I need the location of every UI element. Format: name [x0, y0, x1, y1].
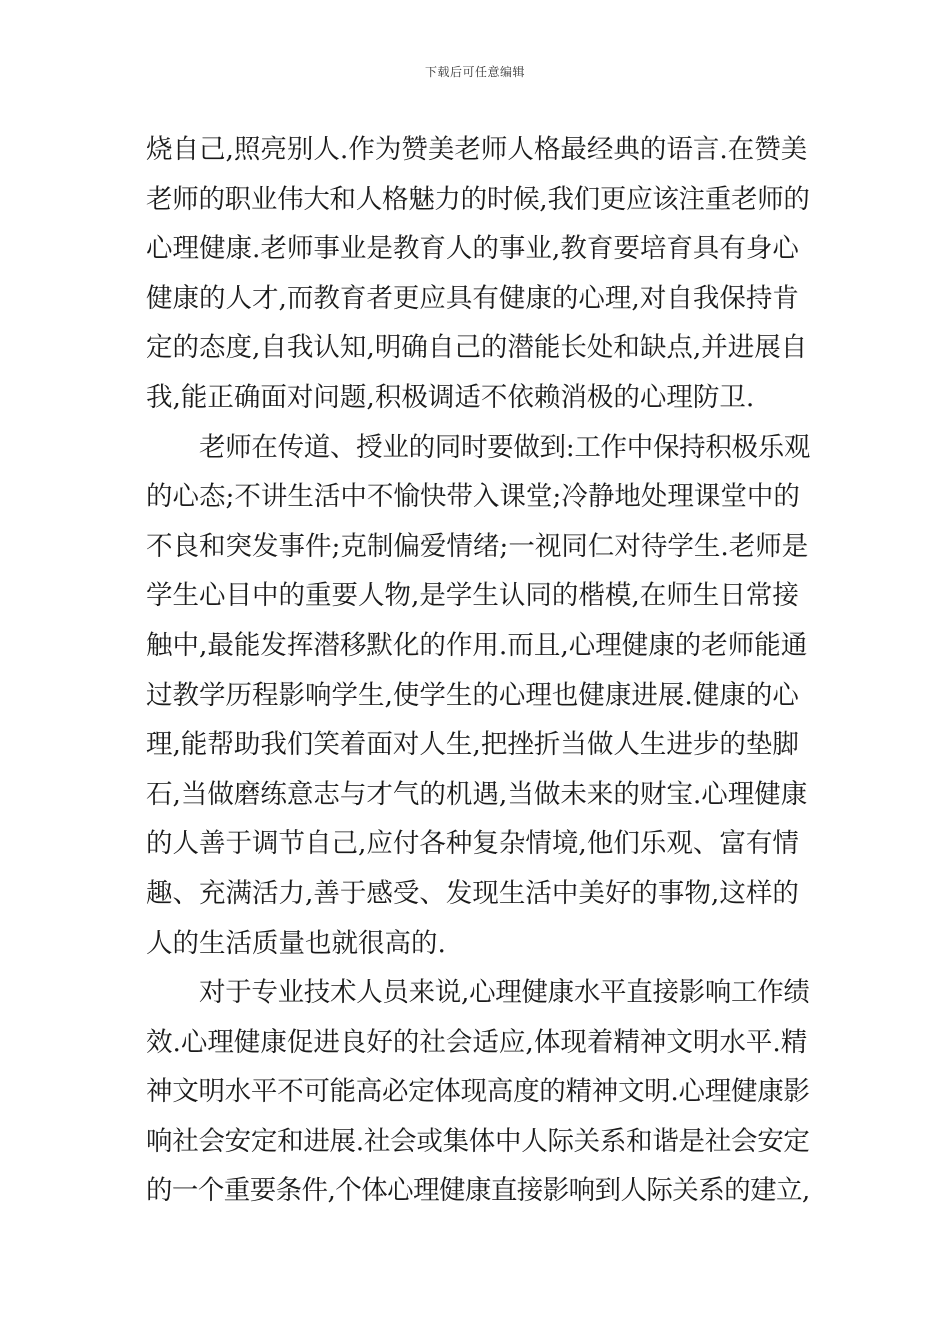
text-line: 不良和突发事件;克制偏爱情绪;一视同仁对待学生.老师是 [146, 530, 809, 562]
text-line: 效.心理健康促进良好的社会适应,体现着精神文明水平.精 [146, 1026, 808, 1058]
text-line: 定的态度,自我认知,明确自己的潜能长处和缺点,并进展自 [146, 332, 808, 364]
text-line: 神文明水平不可能高必定体现高度的精神文明.心理健康影 [146, 1076, 810, 1108]
paragraph-first-line: 对于专业技术人员来说,心理健康水平直接影响工作绩 [199, 977, 810, 1009]
body-text [146, 125, 810, 1216]
text-line: 人的生活质量也就很高的. [146, 927, 446, 959]
text-line: 趣、充满活力,善于感受、发现生活中美好的事物,这样的 [146, 877, 799, 909]
text-line: 的人善于调节自己,应付各种复杂情境,他们乐观、富有情 [146, 828, 799, 860]
text-line: 过教学历程影响学生,使学生的心理也健康进展.健康的心 [146, 679, 799, 711]
text-line: 响社会安定和进展.社会或集体中人际关系和谐是社会安定 [146, 1125, 810, 1157]
text-line: 我,能正确面对问题,积极调适不依赖消极的心理防卫. [146, 381, 755, 413]
text-line: 石,当做磨练意志与才气的机遇,当做未来的财宝.心理健康 [146, 778, 808, 810]
text-line: 老师的职业伟大和人格魅力的时候,我们更应该注重老师的 [146, 183, 810, 215]
text-line: 烧自己,照亮别人.作为赞美老师人格最经典的语言.在赞美 [146, 134, 808, 165]
text-line: 的一个重要条件,个体心理健康直接影响到人际关系的建立, [146, 1175, 810, 1207]
text-line: 健康的人才,而教育者更应具有健康的心理,对自我保持肯 [146, 282, 799, 314]
paragraph-first-line: 老师在传道、授业的同时要做到:工作中保持积极乐观 [199, 431, 811, 463]
text-line: 理,能帮助我们笑着面对人生,把挫折当做人生进步的垫脚 [146, 729, 799, 761]
text-line: 的心态;不讲生活中不愉快带入课堂;冷静地处理课堂中的 [146, 481, 800, 513]
page-header: 下载后可任意编辑 [424, 65, 525, 79]
text-line: 学生心目中的重要人物,是学生认同的楷模,在师生日常接 [146, 580, 799, 612]
text-line: 触中,最能发挥潜移默化的作用.而且,心理健康的老师能通 [146, 629, 808, 661]
text-line: 心理健康.老师事业是教育人的事业,教育要培育具有身心 [146, 233, 799, 265]
